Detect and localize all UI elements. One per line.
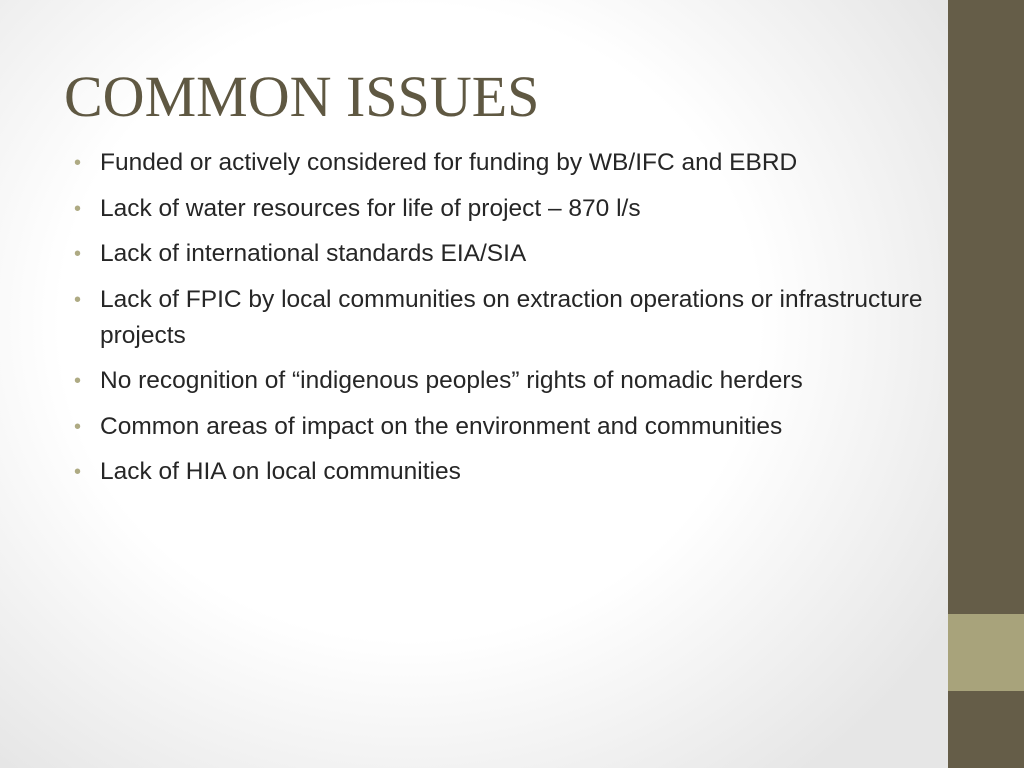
bullet-item xyxy=(74,191,944,227)
bullet-item xyxy=(74,236,944,272)
bullet-text: Common areas of impact on the environment and communities xyxy=(100,412,783,440)
bullet-icon: • xyxy=(74,370,82,392)
bullet-icon: • xyxy=(74,415,82,438)
bullet-text: Lack of HIA on local communities xyxy=(100,458,461,485)
bullet-list xyxy=(74,145,944,500)
bullet-item xyxy=(74,409,944,445)
bullet-icon: • xyxy=(74,197,82,220)
bullet-text: Funded or actively considered for funding by WB/IFC and EBRD xyxy=(100,149,798,176)
bullet-item xyxy=(74,145,944,181)
bullet-icon: • xyxy=(74,152,82,174)
bullet-icon: • xyxy=(74,243,82,265)
decorative-side-accent xyxy=(948,614,1024,691)
bullet-icon: • xyxy=(74,461,82,483)
slide-title: COMMON ISSUES xyxy=(64,64,540,129)
bullet-icon: • xyxy=(74,288,82,311)
bullet-item xyxy=(74,282,944,354)
bullet-text: Lack of international standards EIA/SIA xyxy=(100,240,527,267)
bullet-item xyxy=(74,454,944,490)
bullet-text: No recognition of “indigenous peoples” rights of nomadic herders xyxy=(100,367,803,394)
bullet-text: Lack of FPIC by local communities on extraction operations or infrastructure projects xyxy=(100,285,923,349)
bullet-item xyxy=(74,363,944,399)
bullet-text: Lack of water resources for life of project – 870 l/s xyxy=(100,194,641,222)
